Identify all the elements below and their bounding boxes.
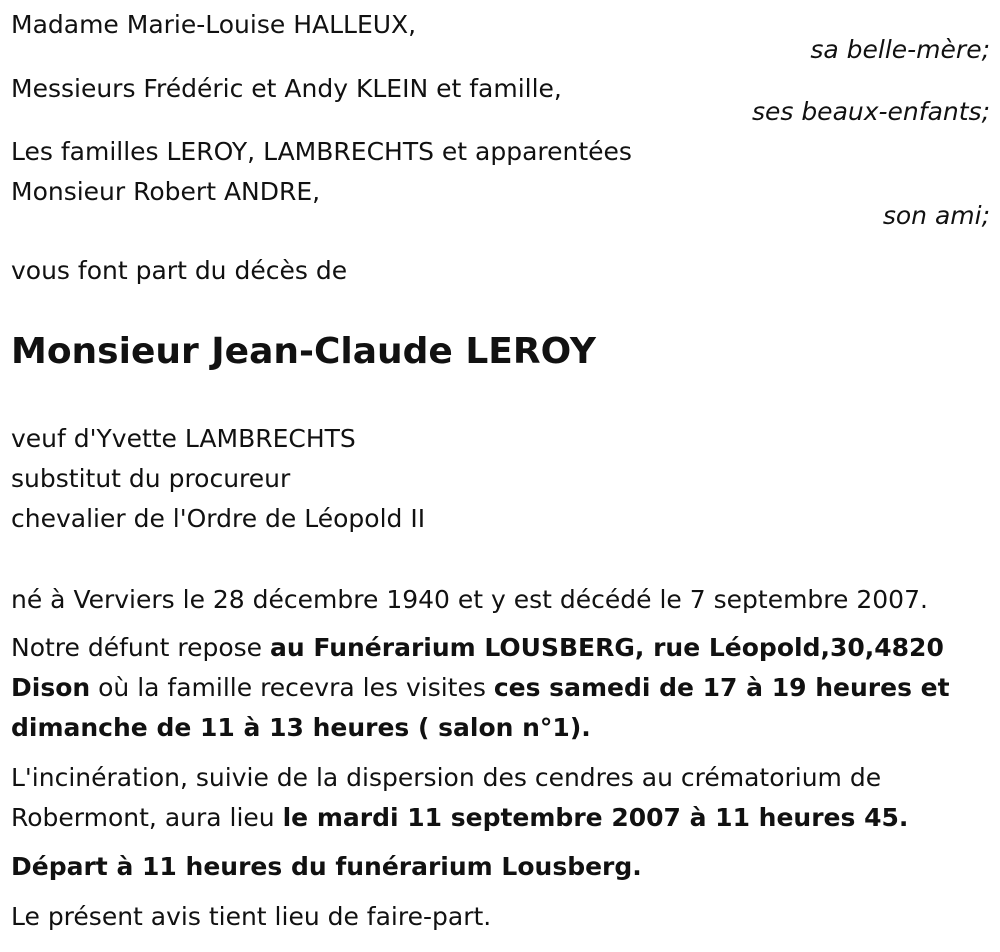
birth-death-line: né à Verviers le 28 décembre 1940 et y est décédé le 7 septembre 2007. (11, 585, 928, 614)
cremation-text-2: Robermont, aura lieu (11, 803, 283, 832)
title-profession: substitut du procureur (11, 464, 291, 493)
title-knighthood: chevalier de l'Ordre de Léopold II (11, 504, 426, 533)
relation-ami: son ami; (882, 201, 990, 230)
family-line-klein: Messieurs Frédéric et Andy KLEIN et famille, (11, 74, 562, 103)
repose-text-2: où la famille recevra les visites (90, 673, 494, 702)
family-line-halleux: Madame Marie-Louise HALLEUX, (11, 10, 417, 39)
visiting-hours-saturday: ces samedi de 17 à 19 heures et (493, 673, 950, 702)
family-line-andre: Monsieur Robert ANDRE, (11, 177, 321, 206)
deceased-name: Monsieur Jean-Claude LEROY (11, 331, 596, 372)
family-line-leroy-lambrechts: Les familles LEROY, LAMBRECHTS et apparentées (11, 137, 632, 166)
relation-belle-mere: sa belle-mère; (810, 35, 990, 64)
title-widower: veuf d'Yvette LAMBRECHTS (11, 424, 356, 453)
closing-line: Le présent avis tient lieu de faire-part. (11, 902, 492, 931)
relation-beaux-enfants: ses beaux-enfants; (751, 97, 990, 126)
cremation-line-1: L'incinération, suivie de la dispersion des cendres au crématorium de (11, 763, 882, 792)
cremation-line-2 (11, 803, 908, 833)
repose-text-1: Notre défunt repose (11, 633, 270, 662)
repose-line-2 (11, 673, 950, 703)
funeral-home-city: Dison (11, 673, 91, 702)
visiting-hours-sunday: dimanche de 11 à 13 heures ( salon n°1). (11, 713, 591, 742)
departure-line: Départ à 11 heures du funérarium Lousberg. (11, 852, 642, 881)
announcement-text: vous font part du décès de (11, 256, 348, 285)
funeral-home-address: au Funérarium LOUSBERG, rue Léopold,30,4820 (269, 633, 944, 662)
repose-line-3 (11, 713, 591, 743)
cremation-date: le mardi 11 septembre 2007 à 11 heures 45. (282, 803, 909, 832)
repose-line-1 (11, 633, 944, 663)
